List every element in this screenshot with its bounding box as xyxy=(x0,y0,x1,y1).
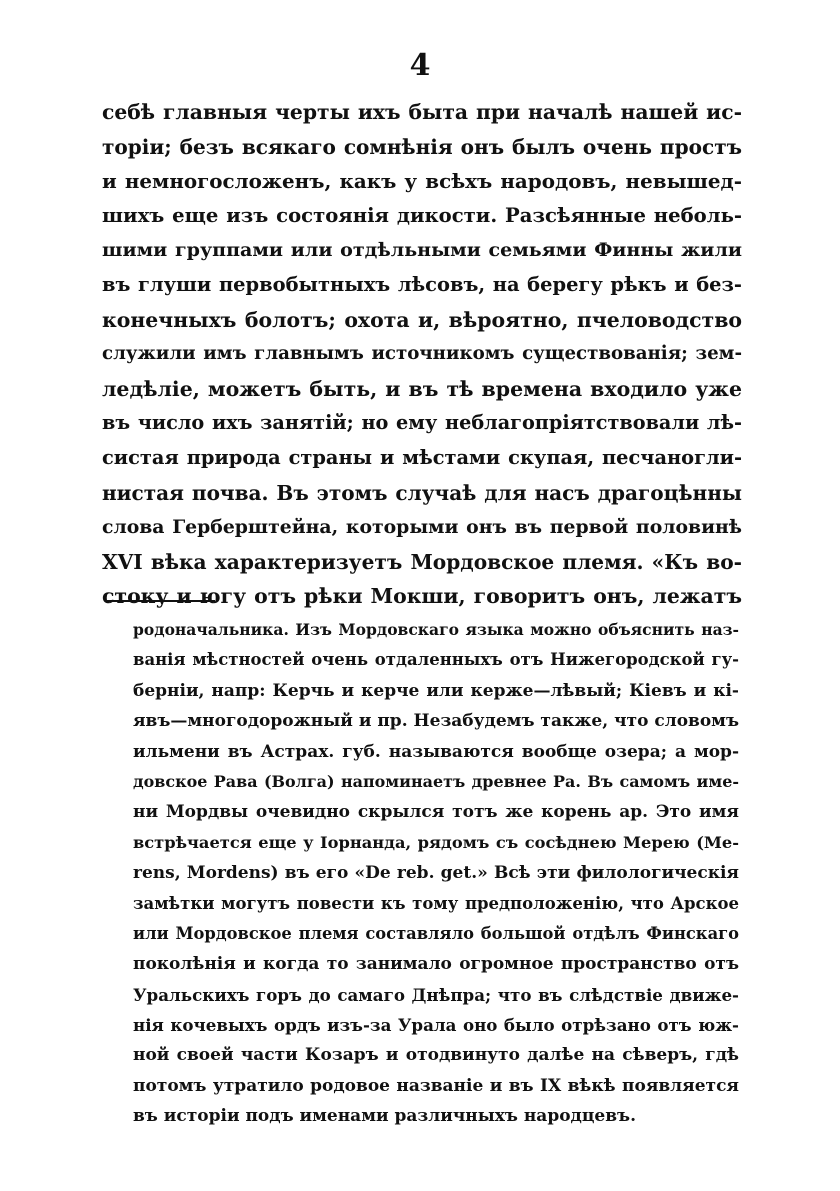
footnote-line: потомъ утратило родовое названіе и въ IX вѣкѣ появляется xyxy=(133,1075,739,1096)
text-line: шихъ еще изъ состоянія дикости. Разсѣянные неболь- xyxy=(102,203,742,227)
text-line: ледѣліе, можетъ быть, и въ тѣ времена входило уже xyxy=(102,376,742,401)
text-line: слова Герберштейна, которыми онъ въ первой половинѣ xyxy=(102,516,742,539)
footnote-line: ильмени въ Астрах. губ. называются вообще озера; а мор- xyxy=(133,741,739,762)
footnote-line: ной своей части Козаръ и отодвинуто далѣе на сѣверъ, гдѣ xyxy=(133,1045,739,1066)
text-line: шими группами или отдѣльными семьями Финны жили xyxy=(102,239,742,262)
footnote-line: или Мордовское племя составляло большой отдѣлъ Финскаго xyxy=(133,923,739,943)
footnote-line: rens, Mordens) въ его «De reb. get.» Всѣ эти филологическія xyxy=(133,863,739,884)
text-line: стоку и югу отъ рѣки Мокши, говоритъ онъ, лежатъ xyxy=(102,584,742,609)
footnote-line: въ исторіи подъ именами различныхъ народцевъ. xyxy=(133,1106,637,1127)
footnote-line: нія кочевыхъ ордъ изъ-за Урала оно было отрѣзано отъ юж- xyxy=(133,1015,739,1036)
text-line: систая природа страны и мѣстами скупая, песчаногли- xyxy=(102,445,742,469)
text-line: XVI вѣка характеризуетъ Мордовское племя. «Къ во- xyxy=(102,549,742,574)
text-line: въ глуши первобытныхъ лѣсовъ, на берегу рѣкъ и без- xyxy=(102,272,742,296)
footnote-line: явъ—многодорожный и пр. Незабудемъ также, что словомъ xyxy=(133,711,739,732)
footnote-line: родоначальника. Изъ Мордовскаго языка можно объяснить наз- xyxy=(133,620,739,639)
footnote xyxy=(133,615,739,1132)
text-line: служили имъ главнымъ источникомъ существованія; зем- xyxy=(102,343,742,365)
text-line: конечныхъ болотъ; охота и, вѣроятно, пчеловодство xyxy=(102,307,742,332)
footnote-line: замѣтки могутъ повести къ тому предположенію, что Арское xyxy=(133,893,739,913)
main-text xyxy=(102,95,742,614)
footnote-line: берніи, напр: Керчь и керче или керже—лѣвый; Кіевъ и кі- xyxy=(133,680,739,701)
footnote-line: ванія мѣстностей очень отдаленныхъ отъ Нижегородской гу- xyxy=(133,650,739,670)
page-number: 4 xyxy=(409,48,431,83)
text-line: въ число ихъ занятій; но ему неблагопріятствовали лѣ- xyxy=(102,411,742,435)
footnote-line: ни Мордвы очевидно скрылся тотъ же корень ар. Это имя xyxy=(133,802,739,823)
text-line: нистая почва. Въ этомъ случаѣ для насъ драгоцѣнны xyxy=(102,480,742,505)
text-line: и немногосложенъ, какъ у всѣхъ народовъ, невышед- xyxy=(102,169,742,194)
footnote-line: довское Рава (Волга) напоминаетъ древнее Ра. Въ самомъ име- xyxy=(133,771,739,791)
footnote-line: поколѣнія и когда то занимало огромное пространство отъ xyxy=(133,954,739,975)
footnote-divider xyxy=(105,600,215,602)
text-line: себѣ главныя черты ихъ быта при началѣ нашей ис- xyxy=(102,100,742,124)
text-line: торіи; безъ всякаго сомнѣнія онъ былъ очень простъ xyxy=(102,134,742,159)
footnote-line: Уральскихъ горъ до самаго Днѣпра; что въ слѣдствіе движе- xyxy=(133,984,739,1005)
footnote-line: встрѣчается еще у Іорнанда, рядомъ съ сосѣднею Мерею (Me- xyxy=(133,832,739,852)
